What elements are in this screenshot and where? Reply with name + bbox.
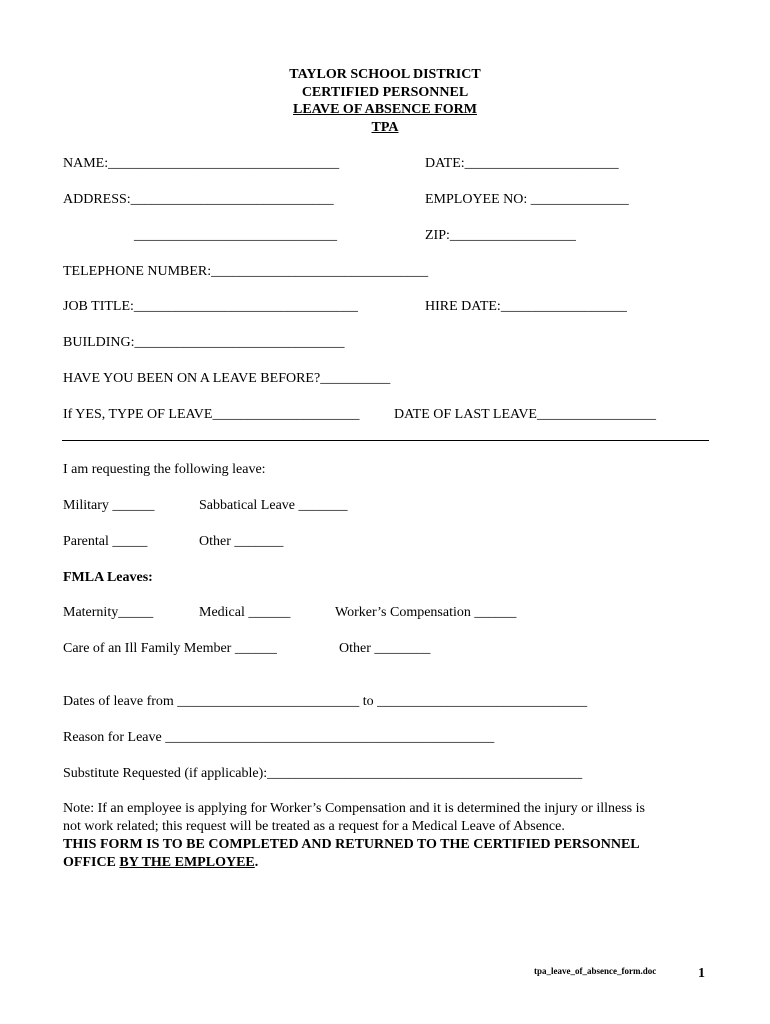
substitute-field[interactable]: Substitute Requested (if applicable):_____________________________________________ (63, 766, 583, 781)
building-field[interactable]: BUILDING:______________________________ (63, 335, 345, 350)
instruction-by-employee-text: BY THE EMPLOYEE (119, 855, 255, 870)
name-field[interactable]: NAME:_________________________________ (63, 156, 340, 171)
telephone-field[interactable]: TELEPHONE NUMBER:_______________________________ (63, 264, 429, 279)
note-line-1: Note: If an employee is applying for Worker’s Compensation and it is determined the injury or illness is (63, 801, 645, 816)
sabbatical-leave-option[interactable]: Sabbatical Leave _______ (199, 498, 348, 513)
form-title-wrap (0, 101, 770, 118)
date-last-leave-field[interactable]: DATE OF LAST LEAVE_________________ (394, 407, 656, 422)
instruction-line-2 (63, 854, 723, 872)
tpa-title-wrap (0, 119, 770, 136)
employee-no-field[interactable]: EMPLOYEE NO: ______________ (425, 192, 629, 207)
note-block (63, 800, 723, 872)
instruction-line-1: THIS FORM IS TO BE COMPLETED AND RETURNED TO THE CERTIFIED PERSONNEL (63, 837, 640, 852)
reason-field[interactable]: Reason for Leave _______________________________________________ (63, 730, 495, 745)
job-title-field[interactable]: JOB TITLE:________________________________ (63, 299, 358, 314)
footer-filename: tpa_leave_of_absence_form.doc (534, 966, 657, 976)
fmla-heading: FMLA Leaves: (63, 570, 153, 585)
leave-before-field[interactable]: HAVE YOU BEEN ON A LEAVE BEFORE?__________ (63, 371, 391, 386)
department-title: CERTIFIED PERSONNEL (301, 85, 469, 100)
type-of-leave-field[interactable]: If YES, TYPE OF LEAVE_____________________ (63, 407, 360, 422)
instruction-office-text: OFFICE (63, 855, 120, 870)
form-title: LEAVE OF ABSENCE FORM (293, 102, 477, 117)
note-line-2: not work related; this request will be treated as a request for a Medical Leave of Absence. (63, 819, 565, 834)
date-field[interactable]: DATE:______________________ (425, 156, 619, 171)
other-leave-option[interactable]: Other _______ (199, 534, 284, 549)
tpa-title: TPA (371, 120, 399, 135)
instruction-period: . (254, 855, 259, 870)
page-number: 1 (698, 966, 705, 981)
section-divider (62, 440, 709, 441)
workers-comp-option[interactable]: Worker’s Compensation ______ (335, 605, 517, 620)
medical-option[interactable]: Medical ______ (199, 605, 291, 620)
address-line2-field[interactable]: _____________________________ (134, 228, 337, 243)
hire-date-field[interactable]: HIRE DATE:__________________ (425, 299, 627, 314)
zip-field[interactable]: ZIP:__________________ (425, 228, 576, 243)
leave-dates-field[interactable]: Dates of leave from __________________________ to ______________________________ (63, 694, 588, 709)
leave-request-intro: I am requesting the following leave: (63, 462, 266, 477)
maternity-option[interactable]: Maternity_____ (63, 605, 154, 620)
address-field[interactable]: ADDRESS:_____________________________ (63, 192, 334, 207)
parental-leave-option[interactable]: Parental _____ (63, 534, 148, 549)
district-title: TAYLOR SCHOOL DISTRICT (289, 67, 481, 82)
fmla-other-option[interactable]: Other ________ (339, 641, 431, 656)
military-leave-option[interactable]: Military ______ (63, 498, 155, 513)
care-family-option[interactable]: Care of an Ill Family Member ______ (63, 641, 277, 656)
